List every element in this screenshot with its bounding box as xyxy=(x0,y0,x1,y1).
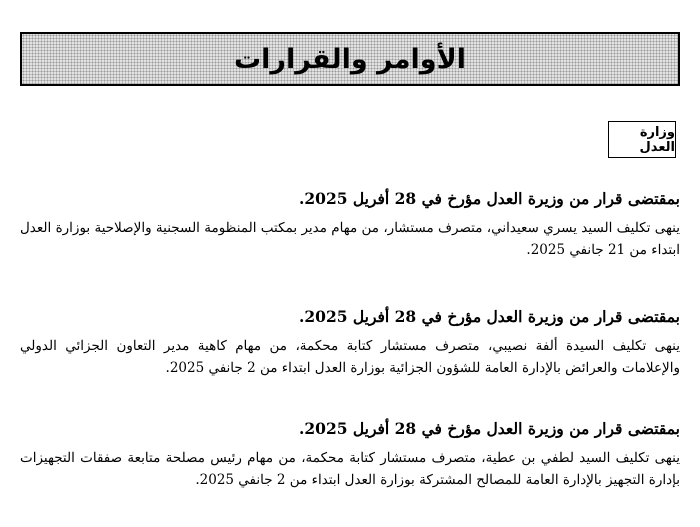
ministry-label: وزارة العدل xyxy=(639,124,675,155)
decision-body: ينهى تكليف السيد يسري سعيداني، متصرف مستشار، من مهام مدير بمكتب المنظومة السجنية والإصلاحية بوزارة العدل ابتداء من 21 جانفي 2025. xyxy=(20,220,680,258)
decision-heading: بمقتضى قرار من وزيرة العدل مؤرخ في 28 أفريل 2025. xyxy=(298,189,680,208)
decision-item xyxy=(20,188,680,261)
section-title: الأوامر والقرارات xyxy=(234,43,466,75)
section-banner xyxy=(20,32,680,86)
decision-body: ينهى تكليف السيد لطفي بن عطية، متصرف مستشار كتابة محكمة، من مهام رئيس مصلحة متابعة صفقات التجهيزات بإدارة التجهيز بالإدارة العامة للمصالح المشتركة بوزارة العدل ابتداء من 2 جانفي 2025. xyxy=(20,450,680,488)
decision-body: ينهى تكليف السيدة ألفة نصيبي، متصرف مستشار كتابة محكمة، من مهام كاهية مدير التعاون الجزائي الدولي والإعلامات والعرائض بالإدارة العامة للشؤون الجزائية بوزارة العدل ابتداء من 2 جانفي 2025. xyxy=(20,338,680,376)
ministry-label-box xyxy=(608,121,676,158)
decision-heading: بمقتضى قرار من وزيرة العدل مؤرخ في 28 أفريل 2025. xyxy=(298,419,680,438)
decision-item xyxy=(20,306,680,379)
decision-heading: بمقتضى قرار من وزيرة العدل مؤرخ في 28 أفريل 2025. xyxy=(298,307,680,326)
decision-item xyxy=(20,418,680,491)
